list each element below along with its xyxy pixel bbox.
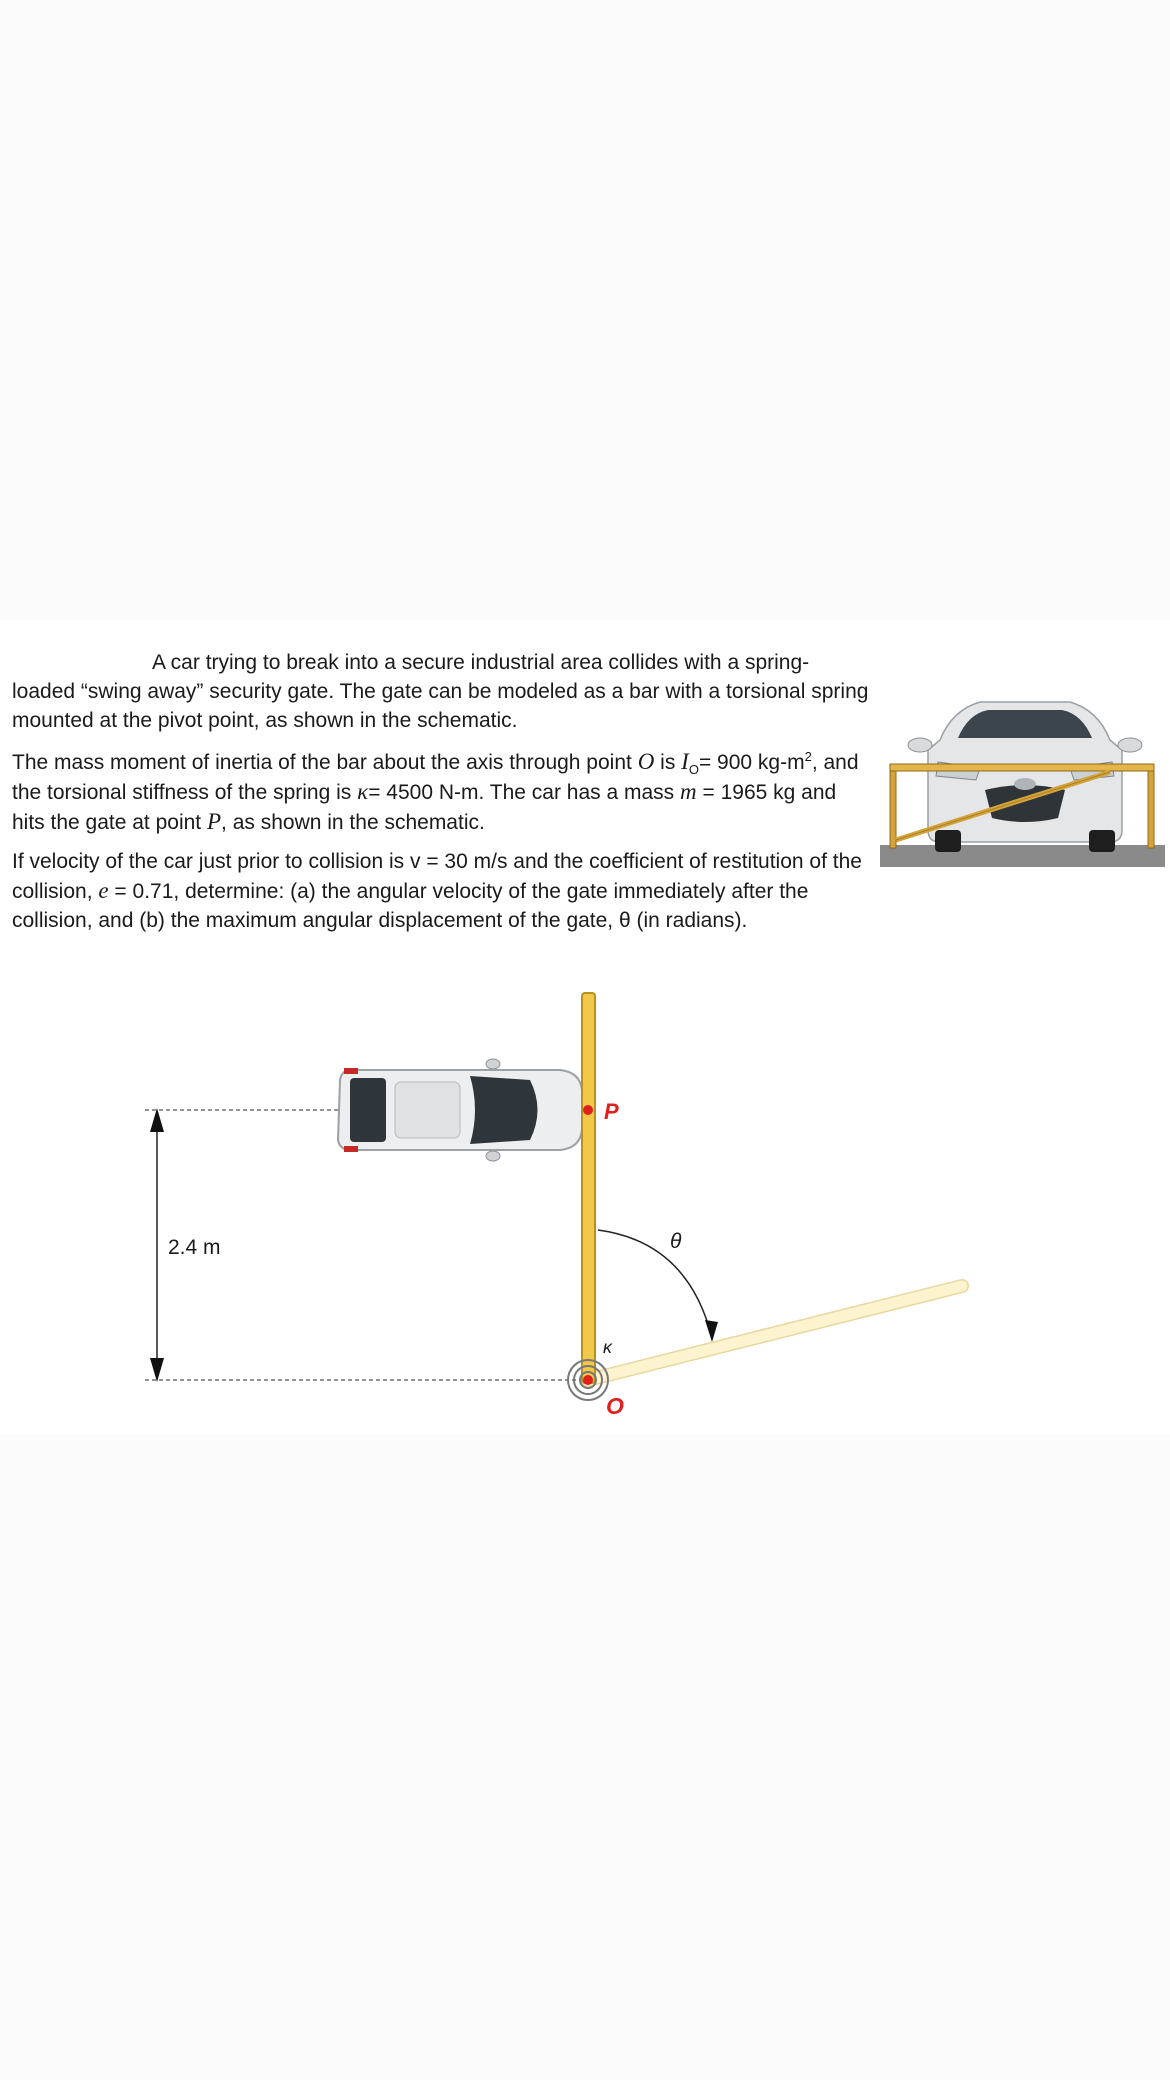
symbol-P: P <box>206 809 222 834</box>
symbol-kappa: κ <box>357 779 369 804</box>
angle-arrowhead <box>705 1320 718 1342</box>
spring-label: κ <box>603 1337 612 1357</box>
problem-text-1: A car trying to break into a secure industrial area collides with a spring-loaded “swing away” security gate. The gate can be modeled as a bar with a torsional spring mounted at the pivot point, as shown in the schematic. <box>12 651 869 732</box>
point-O-label: O <box>606 1393 624 1419</box>
text-span: , and the torsional stiffness of the spring is <box>12 751 859 804</box>
text-span: , as shown in the schematic. <box>221 811 485 834</box>
dimension-arrow <box>150 1108 164 1382</box>
gate-schematic <box>0 960 1170 1430</box>
mass-value: = 1965 kg and hits the gate at point <box>12 781 837 834</box>
problem-paragraph-3 <box>12 847 872 935</box>
car-gate-photo <box>880 680 1165 870</box>
text-span: = 0.71, determine: (a) the angular velocity of the gate immediately after the collision, and (b) the maximum angular displacement of the gate, θ (in radians). <box>12 880 809 932</box>
inertia-value: = 900 kg-m <box>698 751 805 774</box>
problem-paragraph-1 <box>12 648 872 735</box>
angle-label: θ <box>670 1230 682 1253</box>
impact-point-P <box>583 1105 593 1115</box>
point-P-label: P <box>604 1099 619 1124</box>
text-span: The mass moment of inertia of the bar about the axis through point <box>12 751 638 774</box>
text-span: If velocity of the car just prior to collision is v = 30 m/s and the coefficient of restitution of the collision, <box>12 850 862 903</box>
car-top-view-icon <box>338 1059 582 1161</box>
road-surface <box>880 845 1165 867</box>
problem-paragraph-2 <box>12 747 872 837</box>
dimension-label: 2.4 m <box>168 1236 221 1259</box>
stiffness-value: = 4500 N-m. The car has a mass <box>368 781 681 804</box>
symbol-O: O <box>637 749 655 774</box>
symbol-I-subscript: O <box>688 762 699 778</box>
unit-superscript: 2 <box>804 749 812 764</box>
text-span: is <box>654 751 682 774</box>
angle-arc <box>598 1230 712 1338</box>
symbol-I: I <box>681 749 689 774</box>
gate-bar <box>582 993 595 1383</box>
pivot-point-O <box>583 1375 593 1385</box>
symbol-e: e <box>98 878 109 903</box>
symbol-m: m <box>680 779 697 804</box>
